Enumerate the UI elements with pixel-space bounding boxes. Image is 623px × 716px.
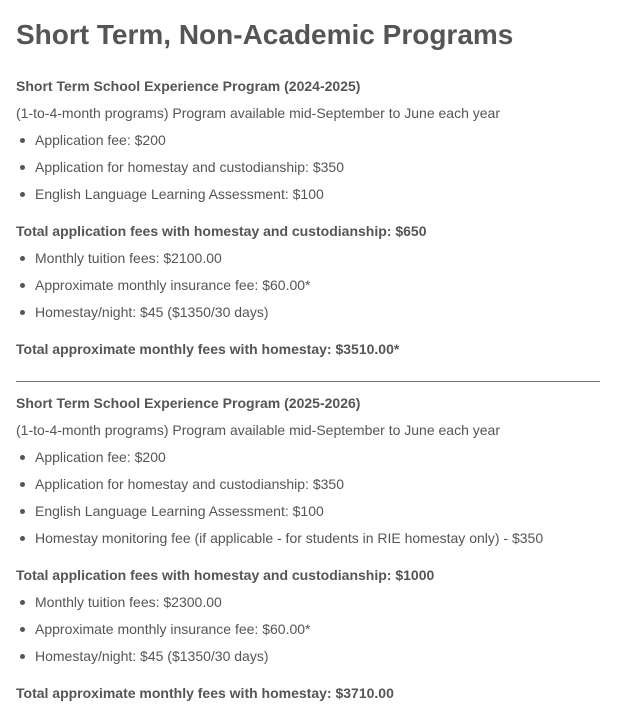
bullet-icon	[20, 627, 25, 632]
section-subtitle: (1-to-4-month programs) Program available mid-September to June each year	[16, 422, 500, 438]
list-item-text: Monthly tuition fees: $2300.00	[35, 594, 222, 610]
list-item	[16, 646, 600, 673]
bullet-icon	[20, 455, 25, 460]
bullet-icon	[20, 283, 25, 288]
list-item-text: Homestay monitoring fee (if applicable - for students in RIE homestay only) - $350	[35, 530, 544, 546]
bullet-icon	[20, 256, 25, 261]
list-item	[16, 130, 600, 157]
list-item-text: Approximate monthly insurance fee: $60.00*	[35, 621, 311, 637]
application-fee-list	[16, 447, 600, 555]
application-total: Total application fees with homestay and custodianship: $650	[16, 223, 427, 239]
list-item-text: Homestay/night: $45 ($1350/30 days)	[35, 304, 269, 320]
list-item-text: Application fee: $200	[35, 132, 166, 148]
bullet-icon	[20, 600, 25, 605]
list-item	[16, 592, 600, 619]
list-item-text: Approximate monthly insurance fee: $60.00*	[35, 277, 311, 293]
bullet-icon	[20, 536, 25, 541]
list-item	[16, 157, 600, 184]
program-section-2024-2025	[16, 76, 600, 366]
list-item-text: Application fee: $200	[35, 449, 166, 465]
list-item	[16, 501, 600, 528]
list-item	[16, 447, 600, 474]
application-fee-list	[16, 130, 600, 211]
bullet-icon	[20, 310, 25, 315]
list-item-text: Monthly tuition fees: $2100.00	[35, 250, 222, 266]
bullet-icon	[20, 509, 25, 514]
section-subtitle: (1-to-4-month programs) Program available mid-September to June each year	[16, 105, 500, 121]
program-section-2025-2026	[16, 393, 600, 710]
list-item-text: Homestay/night: $45 ($1350/30 days)	[35, 648, 269, 664]
list-item	[16, 474, 600, 501]
bullet-icon	[20, 165, 25, 170]
monthly-fee-list	[16, 248, 600, 329]
list-item-text: English Language Learning Assessment: $100	[35, 503, 324, 519]
section-heading: Short Term School Experience Program (2025-2026)	[16, 395, 361, 411]
spacer	[16, 673, 600, 683]
list-item	[16, 275, 600, 302]
list-item	[16, 619, 600, 646]
section-heading: Short Term School Experience Program (2024-2025)	[16, 78, 361, 94]
spacer	[16, 555, 600, 565]
bullet-icon	[20, 482, 25, 487]
list-item	[16, 184, 600, 211]
spacer	[16, 211, 600, 221]
bullet-icon	[20, 138, 25, 143]
bullet-icon	[20, 192, 25, 197]
list-item-text: Application for homestay and custodianship: $350	[35, 159, 344, 175]
spacer	[16, 329, 600, 339]
list-item	[16, 248, 600, 275]
section-divider	[16, 381, 600, 382]
application-total: Total application fees with homestay and custodianship: $1000	[16, 567, 435, 583]
list-item	[16, 302, 600, 329]
page-title: Short Term, Non-Academic Programs	[16, 19, 514, 50]
bullet-icon	[20, 654, 25, 659]
list-item-text: Application for homestay and custodianship: $350	[35, 476, 344, 492]
list-item	[16, 528, 600, 555]
list-item-text: English Language Learning Assessment: $100	[35, 186, 324, 202]
monthly-fee-list	[16, 592, 600, 673]
monthly-total: Total approximate monthly fees with homestay: $3710.00	[16, 685, 394, 701]
monthly-total: Total approximate monthly fees with homestay: $3510.00*	[16, 341, 400, 357]
